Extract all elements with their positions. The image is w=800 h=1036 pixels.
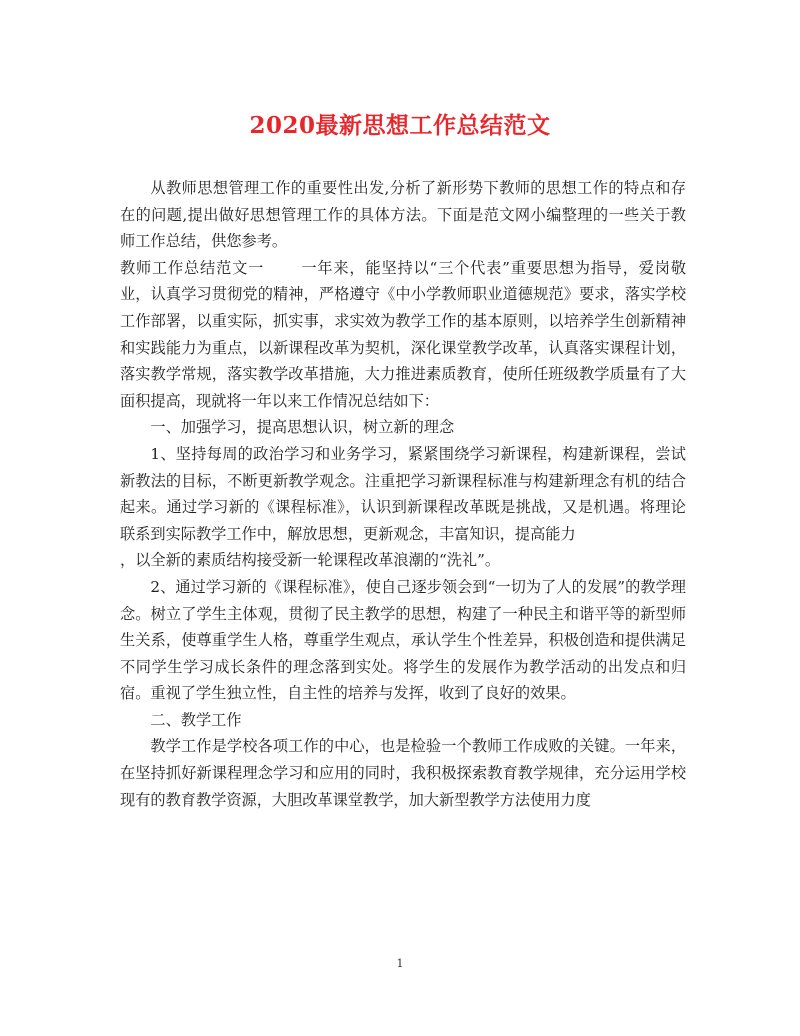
paragraph-one-tail: ，以全新的素质结构接受新一轮课程改革浪潮的“洗礼”。 [120,551,501,570]
paragraph-one-text: 1、坚持每周的政治学习和业务学习，紧紧围绕学习新课程，构建新课程，尝试新教法的目标，不断更新教学观念。注重把学习新课程标准与构建新理念有机的结合起来。通过学习新的《课程标准》，认识到新课程改革既是挑战，又是机遇。将理论联系到实际教学工作中，解放思想，更新观念，丰富知识，提高能力 [120,444,686,543]
heading-two: 二、教学工作 [150,710,242,729]
page-number: 1 [396,957,404,970]
intro-paragraph: 从教师思想管理工作的重要性出发,分析了新形势下教师的思想工作的特点和存在的问题,提出做好思想管理工作的具体方法。下面是范文网小编整理的一些关于教师工作总结，供您参考。 [120,179,686,251]
section-head-text: 一年来，能坚持以“三个代表”重要思想为指导，爱岗敬业，认真学习贯彻党的精神，严格遵守《中小学教师职业道德规范》要求，落实学校工作部署，以重实际，抓实事，求实效为教学工作的基本原则，以培养学生创新精神和实践能力为重点，以新课程改革为契机，深化课堂教学改革，认真落实课程计划，落实教学常规，落实教学改革措施，大力推进素质教育，使所任班级教学质量有了大面积提高，现就将一年以来工作情况总结如下： [120,258,687,410]
paragraph-two: 2、通过学习新的《课程标准》，使自己逐步领会到“一切为了人的发展”的教学理念。树立了学生主体观，贯彻了民主教学的思想，构建了一种民主和谐平等的新型师生关系，使尊重学生人格，尊重学生观点，承认学生个性差异，积极创造和提供满足不同学生学习成长条件的理念落到实处。将学生的发展作为教学活动的出发点和归宿。重视了学生独立性，自主性的培养与发挥，收到了良好的效果。 [120,577,686,703]
document-title: 2020最新思想工作总结范文 [249,112,551,139]
paragraph-three: 教学工作是学校各项工作的中心，也是检验一个教师工作成败的关键。一年来，在坚持抓好新课程理念学习和应用的同时，我积极探索教育教学规律，充分运用学校现有的教育教学资源，大胆改革课堂教学，加大新型教学方法使用力度 [120,737,686,809]
section-head: 教师工作总结范文一 [120,258,265,277]
heading-one: 一、加强学习，提高思想认识，树立新的理念 [150,418,455,437]
paragraph-one [120,441,686,574]
section-paragraph [120,255,686,415]
document-body [120,175,686,813]
